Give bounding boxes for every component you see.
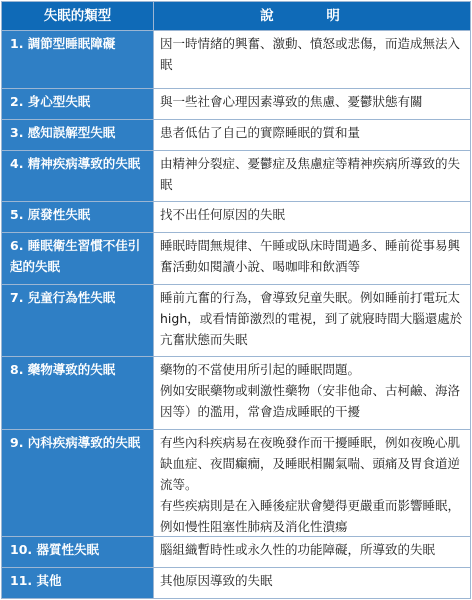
insomnia-types-table [1, 1, 471, 599]
description-text: 其他原因導致的失眠 [160, 573, 273, 588]
table-row [2, 537, 470, 568]
table-row [2, 233, 470, 285]
table-row [2, 151, 470, 202]
row-type: 7. 兒童行為性失眠 [2, 285, 154, 356]
row-description [154, 120, 470, 150]
row-description [154, 568, 470, 598]
row-type: 2. 身心型失眠 [2, 89, 154, 119]
row-description [154, 151, 470, 201]
row-type: 6. 睡眠衛生習慣不佳引起的失眠 [2, 233, 154, 284]
table-row [2, 89, 470, 120]
description-text: 找不出任何原因的失眠 [160, 207, 286, 222]
row-type: 1. 調節型睡眠障礙 [2, 31, 154, 88]
row-type: 3. 感知誤解型失眠 [2, 120, 154, 150]
row-description [154, 537, 470, 567]
table-row [2, 202, 470, 233]
row-type: 8. 藥物導致的失眠 [2, 357, 154, 429]
description-text: 例如安眠藥物或刺激性藥物（安非他命、古柯鹼、海洛因等）的濫用，常會造成睡眠的干擾 [160, 383, 461, 419]
table-row [2, 430, 470, 537]
row-type: 5. 原發性失眠 [2, 202, 154, 232]
row-description [154, 89, 470, 119]
description-text: 與一些社會心理因素導致的焦慮、憂鬱狀態有關 [160, 94, 423, 109]
description-text: 有些疾病則是在入睡後症狀會變得更嚴重而影響睡眠，例如慢性阻塞性肺病及消化性潰瘍 [160, 498, 461, 534]
description-text: 腦組織暫時性或永久性的功能障礙，所導致的失眠 [160, 542, 436, 557]
row-description [154, 430, 470, 536]
row-type: 9. 內科疾病導致的失眠 [2, 430, 154, 536]
row-description [154, 31, 470, 88]
row-description [154, 202, 470, 232]
description-text: 由精神分裂症、憂鬱症及焦慮症等精神疾病所導致的失眠 [160, 156, 461, 192]
description-text: 睡眠時間無規律、午睡或臥床時間過多、睡前從事易興奮活動如閱讀小說、喝咖啡和飲酒等 [160, 238, 461, 274]
description-text: 有些內科疾病易在夜晚發作而干擾睡眠，例如夜晚心肌缺血症、夜間癲癇，及睡眠相關氣喘、頭痛及胃食道逆流等。 [160, 435, 461, 492]
table-row [2, 285, 470, 357]
row-description [154, 357, 470, 429]
table-row [2, 357, 470, 430]
row-description [154, 233, 470, 284]
table-row [2, 568, 470, 598]
header-type: 失眠的類型 [2, 2, 154, 30]
table-row [2, 120, 470, 151]
row-type: 11. 其他 [2, 568, 154, 598]
description-text: 患者低估了自己的實際睡眠的質和量 [160, 125, 361, 140]
table-header-row [2, 2, 470, 31]
description-text: 藥物的不當使用所引起的睡眠問題。 [160, 362, 361, 377]
row-description [154, 285, 470, 356]
table-row [2, 31, 470, 89]
header-description: 說 明 [154, 2, 470, 30]
description-text: 睡前亢奮的行為，會導致兒童失眠。例如睡前打電玩太high，或看情節激烈的電視，到了就寢時間大腦還處於亢奮狀態而失眠 [160, 290, 463, 347]
description-text: 因一時情緒的興奮、激動、憤怒或悲傷，而造成無法入眠 [160, 36, 461, 72]
row-type: 4. 精神疾病導致的失眠 [2, 151, 154, 201]
row-type: 10. 器質性失眠 [2, 537, 154, 567]
